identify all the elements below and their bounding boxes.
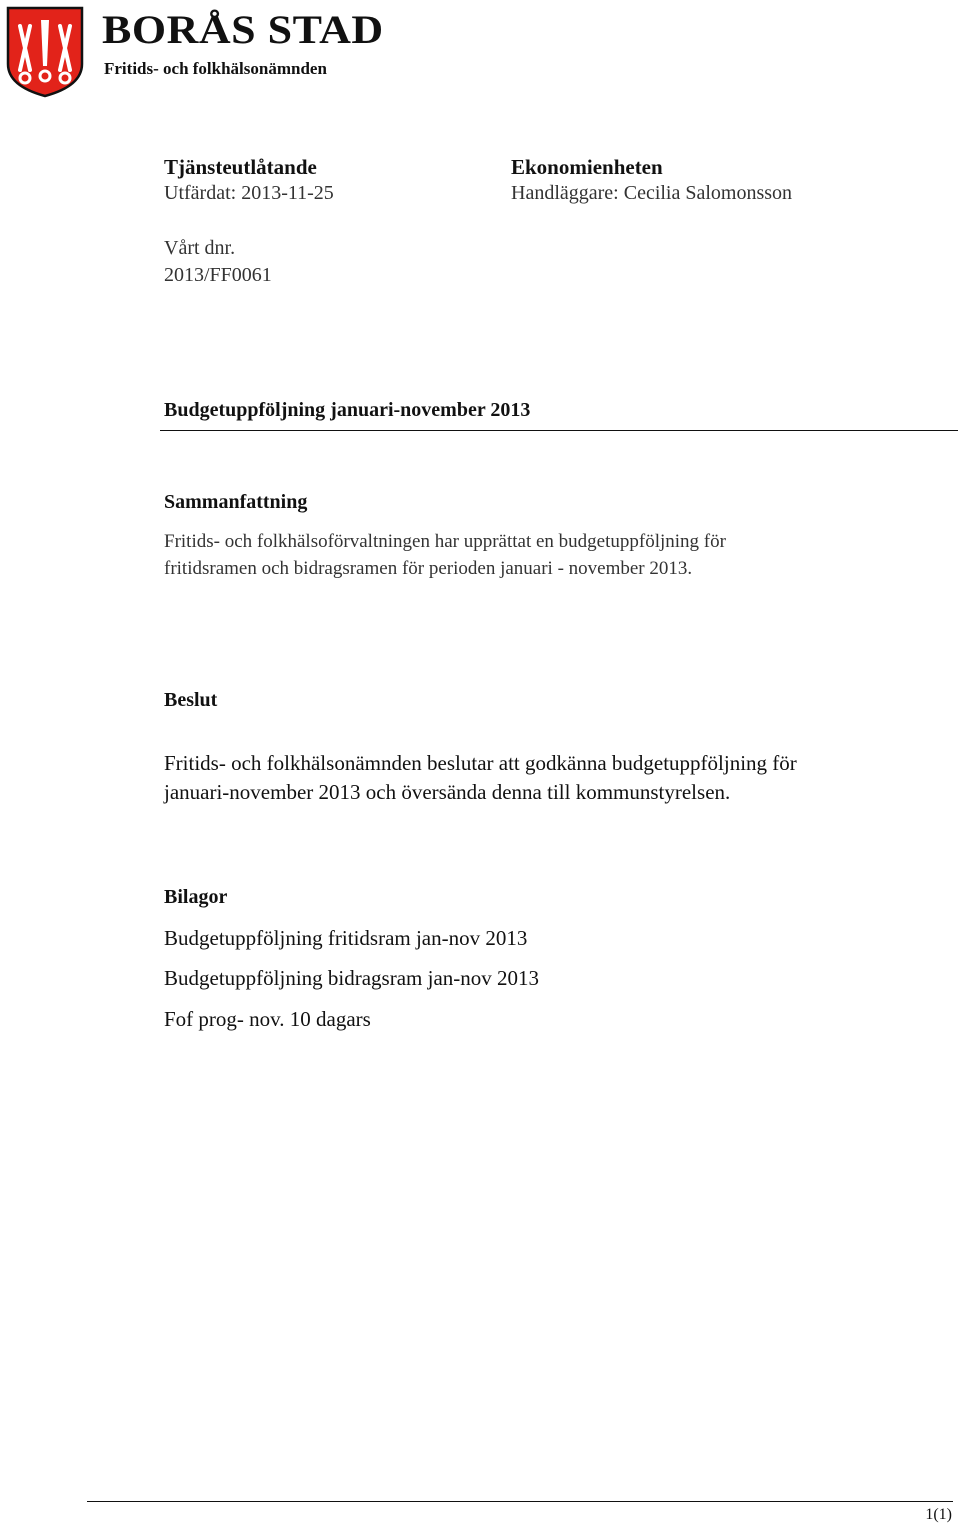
title-rule [160,430,958,431]
summary-heading: Sammanfattning [164,491,308,513]
decision-line-2: januari-november 2013 och översända denna till kommunstyrelsen. [164,780,731,804]
org-subtitle: Fritids- och folkhälsonämnden [104,59,327,78]
org-name: BORÅS STAD [102,7,384,53]
attachment-item: Budgetuppföljning fritidsram jan-nov 2013 [164,926,528,950]
attachment-item: Fof prog- nov. 10 dagars [164,1007,371,1031]
page-number: 1(1) [925,1506,952,1523]
department: Ekonomienheten [511,155,663,179]
decision-heading: Beslut [164,689,218,711]
summary-line-2: fritidsramen och bidragsramen för perioden januari - november 2013. [164,558,693,579]
ref-label: Vårt dnr. [164,237,236,259]
coat-of-arms-icon [6,6,84,98]
attachment-item: Budgetuppföljning bidragsram jan-nov 2013 [164,966,540,990]
footer-rule [87,1501,953,1502]
decision-line-1: Fritids- och folkhälsonämnden beslutar att godkänna budgetuppföljning för [164,751,797,775]
document-title: Budgetuppföljning januari-november 2013 [164,399,531,421]
ref-number: 2013/FF0061 [164,264,272,286]
attachments-heading: Bilagor [164,886,228,908]
summary-line-1: Fritids- och folkhälsoförvaltningen har upprättat en budgetuppföljning för [164,531,726,552]
handler: Handläggare: Cecilia Salomonsson [511,182,793,204]
doc-type: Tjänsteutlåtande [164,155,317,179]
issued-date: Utfärdat: 2013-11-25 [164,182,334,204]
